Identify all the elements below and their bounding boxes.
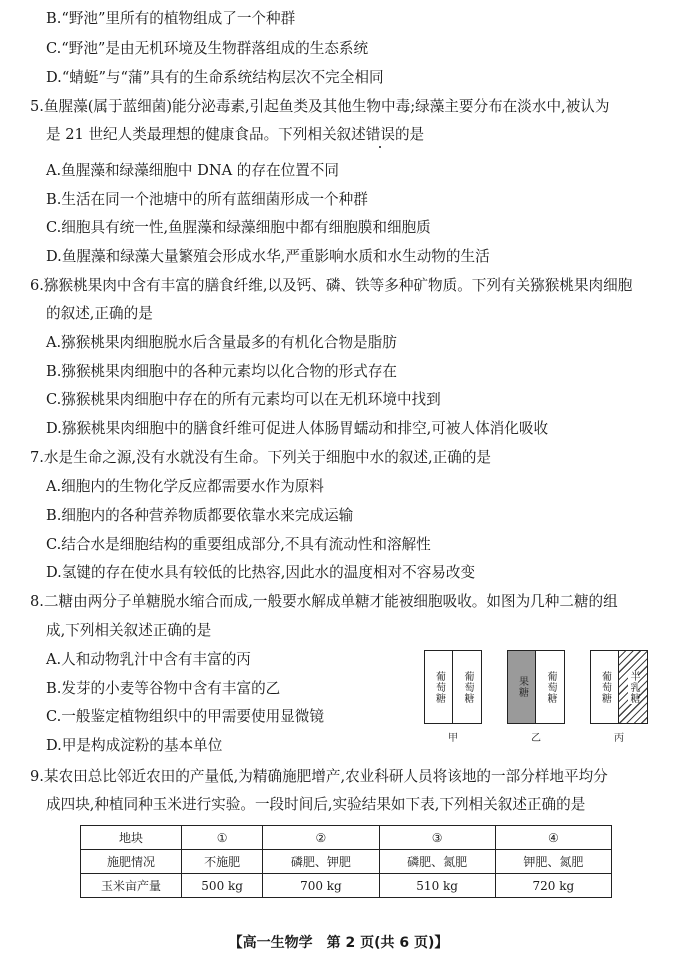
q8-option-a: A.人和动物乳汁中含有丰富的丙 <box>46 651 251 668</box>
table-row <box>81 850 612 874</box>
table-cell: ① <box>182 826 263 850</box>
q8-stem-line1: 8.二糖由两分子单糖脱水缩合而成,一般要水解成单糖才能被细胞吸收。如图为几种二糖的组 <box>30 593 618 610</box>
q5-stem-end: 的是 <box>394 126 425 143</box>
q6-option-c: C.猕猴桃果肉细胞中存在的所有元素均可以在无机环境中找到 <box>46 391 441 408</box>
table-cell: 磷肥、钾肥 <box>263 850 379 874</box>
q8-option-c: C.一般鉴定植物组织中的甲需要使用显微镜 <box>46 708 324 725</box>
bing-right-label: 半乳糖 <box>628 670 639 704</box>
q9-stem-line2: 成四块,种植同种玉米进行实验。一段时间后,实验结果如下表,下列相关叙述正确的是 <box>46 796 586 813</box>
table-cell: ④ <box>495 826 611 850</box>
q7-option-b: B.细胞内的各种营养物质都要依靠水来完成运输 <box>46 507 354 524</box>
q4-option-b: B.“野池”里所有的植物组成了一个种群 <box>46 10 296 27</box>
table-cell: 钾肥、氮肥 <box>495 850 611 874</box>
disaccharide-bing <box>590 650 648 724</box>
q6-option-d: D.猕猴桃果肉细胞中的膳食纤维可促进人体肠胃蠕动和排空,可被人体消化吸收 <box>46 420 549 437</box>
q8-stem-line2: 成,下列相关叙述正确的是 <box>46 622 212 639</box>
q7-option-d: D.氢键的存在使水具有较低的比热容,因此水的温度相对不容易改变 <box>46 564 476 581</box>
disaccharide-yi <box>507 650 565 724</box>
yi-right-unit <box>536 651 564 723</box>
disaccharide-jia <box>424 650 482 724</box>
caption-jia: 甲 <box>448 733 458 744</box>
q8-option-d: D.甲是构成淀粉的基本单位 <box>46 737 223 754</box>
q7-option-a: A.细胞内的生物化学反应都需要水作为原料 <box>46 478 324 495</box>
table-row <box>81 826 612 850</box>
q7-stem: 7.水是生命之源,没有水就没有生命。下列关于细胞中水的叙述,正确的是 <box>30 449 492 466</box>
bing-left-unit <box>591 651 619 723</box>
q5-emphasis-word: 错误 <box>365 126 395 143</box>
caption-yi: 乙 <box>531 733 541 744</box>
q5-stem-text: 是 21 世纪人类最理想的健康食品。下列相关叙述 <box>46 126 366 143</box>
jia-left-unit <box>425 651 453 723</box>
q5-stem-line2 <box>46 126 424 144</box>
table-cell: 510 kg <box>379 874 495 898</box>
table-cell: 磷肥、氮肥 <box>379 850 495 874</box>
table-cell: 720 kg <box>495 874 611 898</box>
table-row <box>81 874 612 898</box>
q5-option-b: B.生活在同一个池塘中的所有蓝细菌形成一个种群 <box>46 191 368 208</box>
table-cell: 700 kg <box>263 874 379 898</box>
q5-option-d: D.鱼腥藻和绿藻大量繁殖会形成水华,严重影响水质和水生动物的生活 <box>46 248 490 265</box>
q5-stem-line1: 5.鱼腥藻(属于蓝细菌)能分泌毒素,引起鱼类及其他生物中毒;绿藻主要分布在淡水中,被认为 <box>30 98 610 115</box>
q6-option-b: B.猕猴桃果肉细胞中的各种元素均以化合物的形式存在 <box>46 363 398 380</box>
bing-right-unit <box>619 651 647 723</box>
bing-left-label: 葡萄糖 <box>599 670 611 704</box>
table-cell: 500 kg <box>182 874 263 898</box>
q5-option-a: A.鱼腥藻和绿藻细胞中 DNA 的存在位置不同 <box>46 162 339 179</box>
jia-right-label: 葡萄糖 <box>462 670 473 704</box>
fertilizer-table <box>80 825 612 898</box>
q6-option-a: A.猕猴桃果肉细胞脱水后含量最多的有机化合物是脂肪 <box>46 334 397 351</box>
table-cell: 玉米亩产量 <box>81 874 182 898</box>
caption-bing: 丙 <box>614 733 624 744</box>
table-cell: 地块 <box>81 826 182 850</box>
q8-option-b: B.发芽的小麦等谷物中含有丰富的乙 <box>46 680 281 697</box>
q6-stem-line2: 的叙述,正确的是 <box>46 305 153 322</box>
table-cell: ② <box>263 826 379 850</box>
yi-left-label: 果糖 <box>516 676 528 698</box>
q6-stem-line1: 6.猕猴桃果肉中含有丰富的膳食纤维,以及钙、磷、铁等多种矿物质。下列有关猕猴桃果肉细胞 <box>30 277 633 294</box>
q9-stem-line1: 9.某农田总比邻近农田的产量低,为精确施肥增产,农业科研人员将该地的一部分样地平均分 <box>30 768 608 785</box>
yi-left-unit <box>508 651 536 723</box>
page-footer: 【高一生物学 第 2 页(共 6 页)】 <box>228 935 449 951</box>
q5-option-c: C.细胞具有统一性,鱼腥藻和绿藻细胞中都有细胞膜和细胞质 <box>46 219 431 236</box>
q7-option-c: C.结合水是细胞结构的重要组成部分,不具有流动性和溶解性 <box>46 536 431 553</box>
q4-option-d: D.“蜻蜓”与“蒲”具有的生命系统结构层次不完全相同 <box>46 69 384 86</box>
jia-right-unit <box>453 651 481 723</box>
yi-right-label: 葡萄糖 <box>545 670 556 704</box>
table-cell: ③ <box>379 826 495 850</box>
table-cell: 施肥情况 <box>81 850 182 874</box>
table-cell: 不施肥 <box>182 850 263 874</box>
disaccharide-figure <box>422 650 650 742</box>
jia-left-label: 葡萄糖 <box>433 670 445 704</box>
q4-option-c: C.“野池”是由无机环境及生物群落组成的生态系统 <box>46 40 369 57</box>
